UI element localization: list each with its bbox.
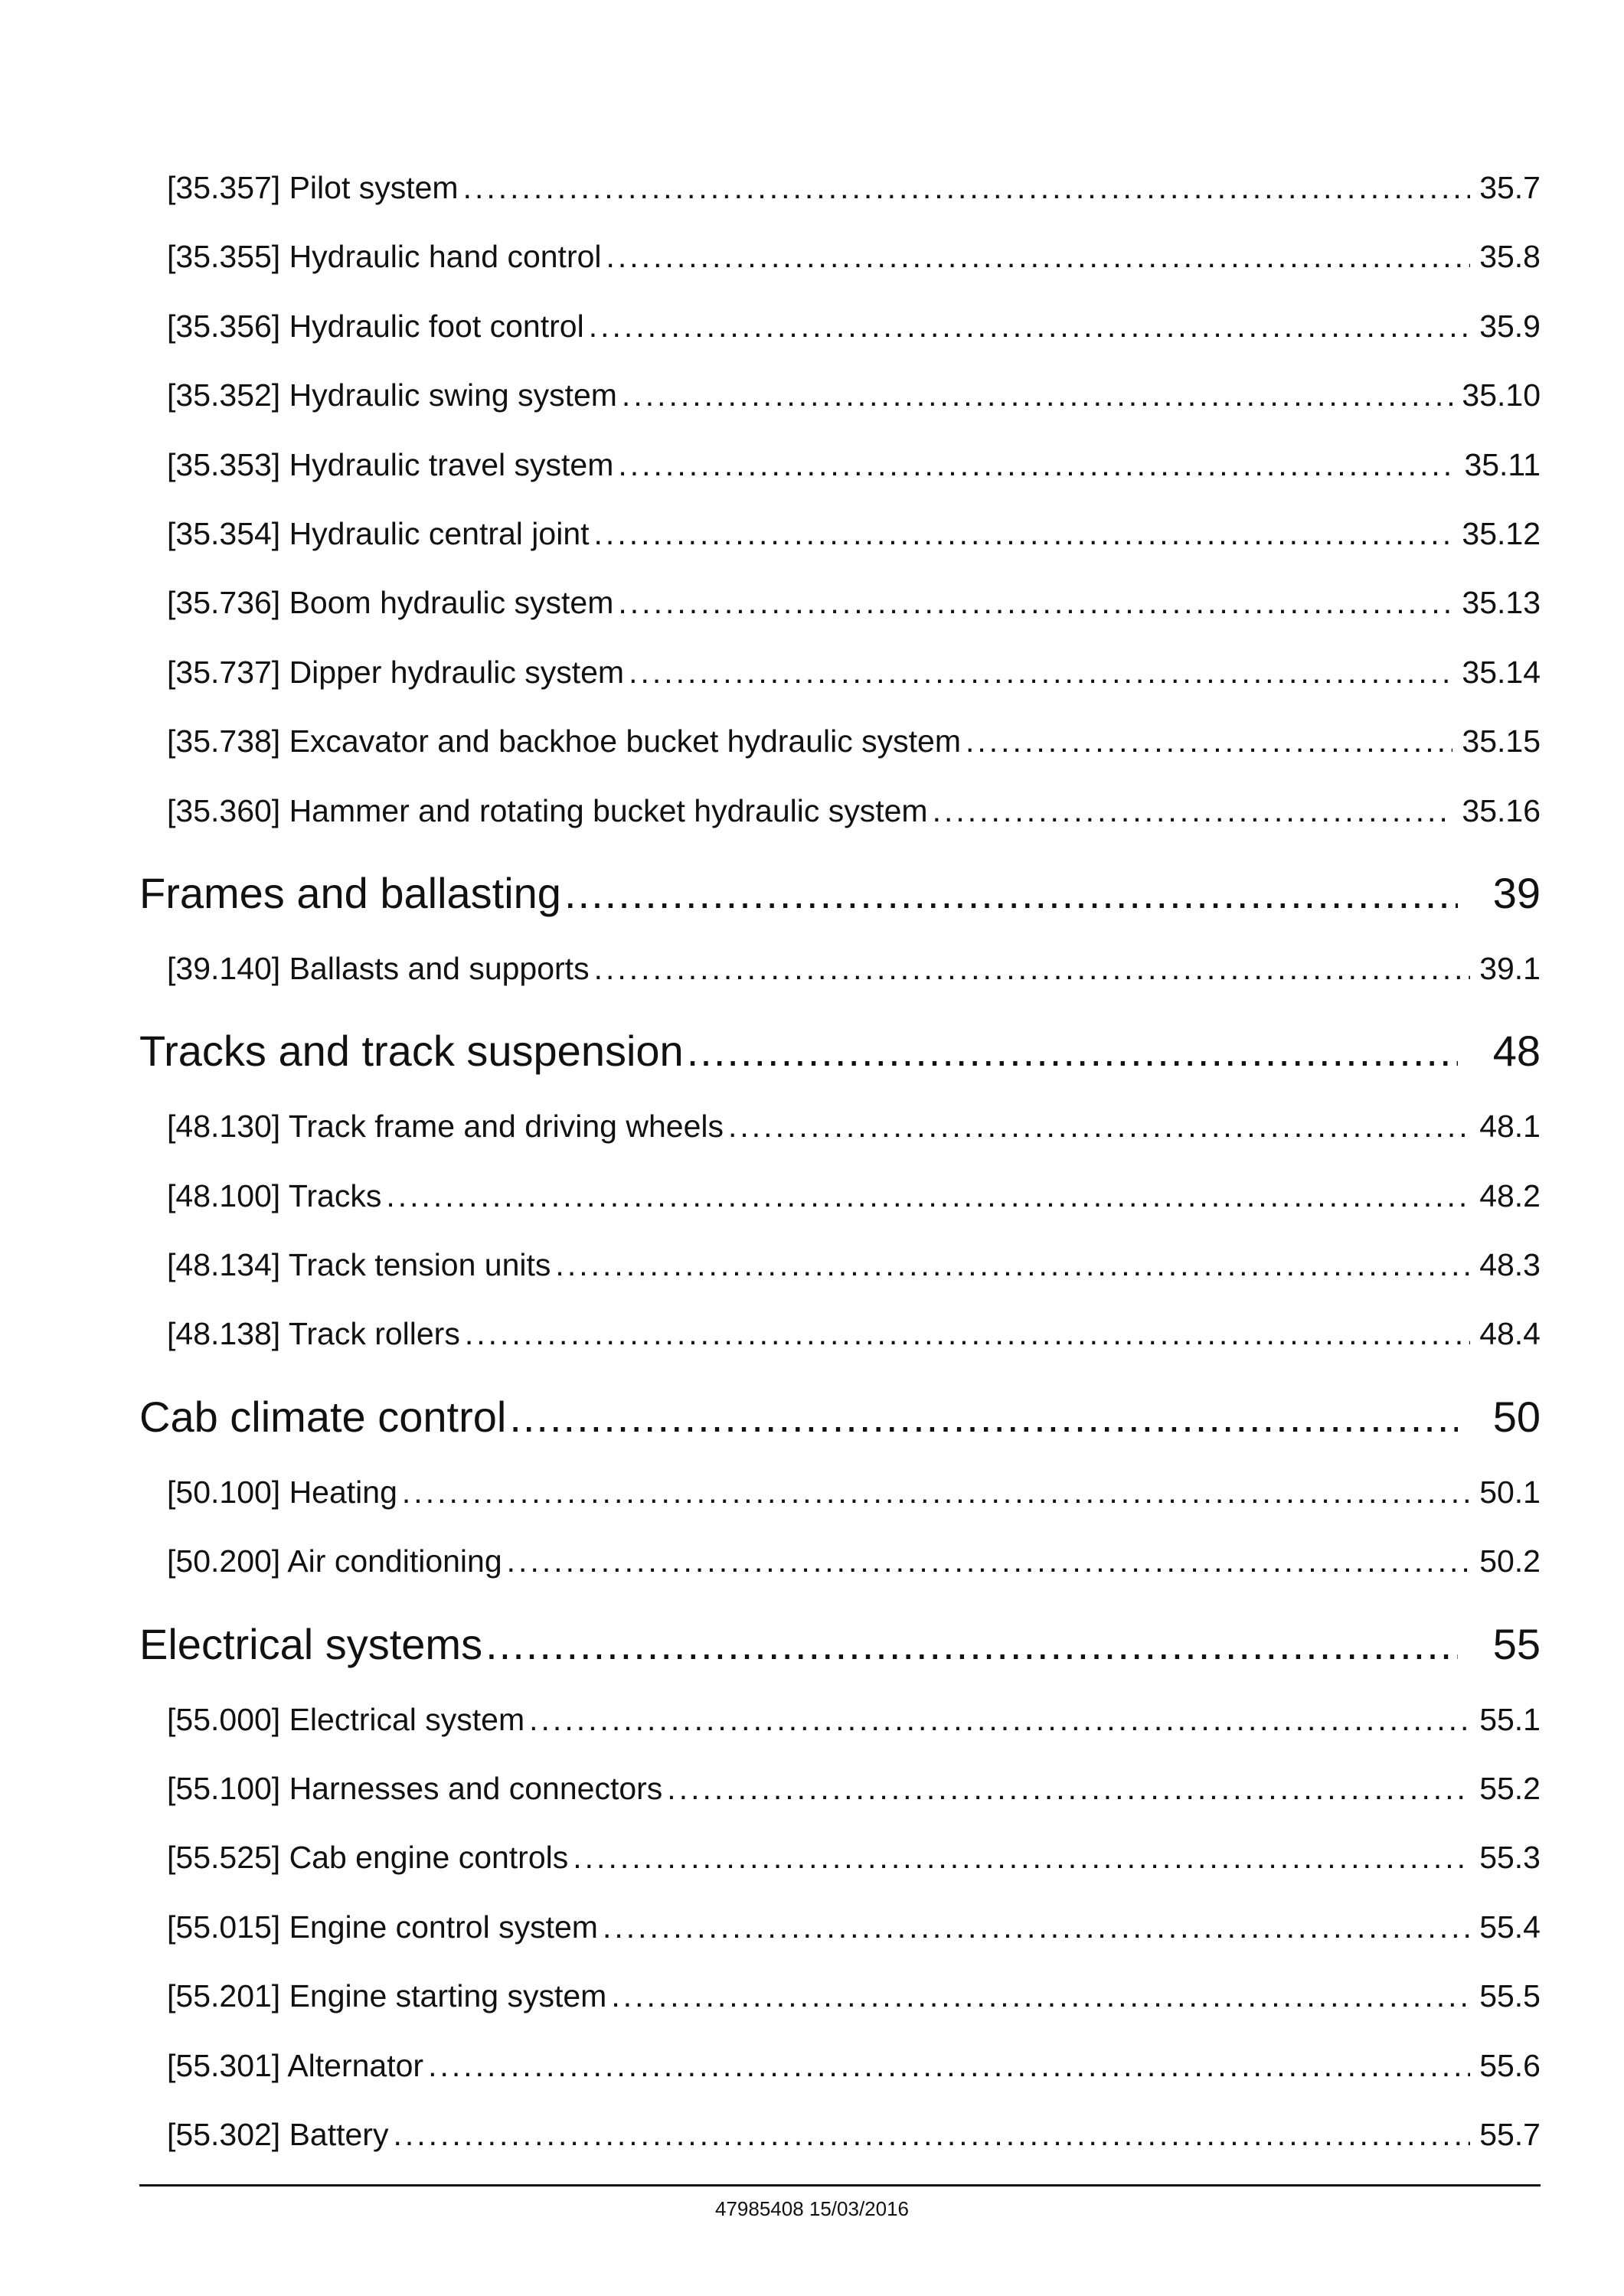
toc-subsection-entry[interactable] bbox=[139, 170, 1541, 239]
toc-entry-page-number: 50 bbox=[1492, 1392, 1541, 1441]
toc-entry-page-number: 35.10 bbox=[1462, 377, 1541, 413]
dot-leader bbox=[589, 309, 1470, 345]
dot-leader bbox=[465, 1316, 1470, 1352]
dot-leader bbox=[529, 1702, 1470, 1738]
toc-entry-page-number: 39 bbox=[1492, 868, 1541, 917]
toc-entry-page-number: 48.2 bbox=[1479, 1177, 1541, 1213]
toc-entry-page-number: 35.15 bbox=[1462, 723, 1541, 759]
dot-leader bbox=[687, 1026, 1458, 1076]
toc-subsection-entry[interactable] bbox=[139, 1909, 1541, 1978]
toc-subsection-entry[interactable] bbox=[139, 1840, 1541, 1909]
toc-entry-page-number: 55 bbox=[1492, 1619, 1541, 1668]
toc-subsection-entry[interactable] bbox=[139, 516, 1541, 585]
toc-entry-page-number: 35.11 bbox=[1464, 446, 1541, 482]
toc-entry-title: [48.134] Track tension units bbox=[167, 1247, 551, 1283]
toc-subsection-entry[interactable] bbox=[139, 723, 1541, 792]
toc-subsection-entry[interactable] bbox=[139, 1543, 1541, 1612]
toc-entry-page-number: 35.7 bbox=[1479, 170, 1541, 205]
toc-subsection-entry[interactable] bbox=[139, 1702, 1541, 1771]
toc-subsection-entry[interactable] bbox=[139, 655, 1541, 723]
toc-entry-title: [55.301] Alternator bbox=[167, 2047, 424, 2083]
toc-entry-page-number: 35.14 bbox=[1462, 654, 1541, 690]
toc-subsection-entry[interactable] bbox=[139, 585, 1541, 654]
toc-subsection-entry[interactable] bbox=[139, 2048, 1541, 2117]
toc-entry-title: [35.736] Boom hydraulic system bbox=[167, 585, 614, 621]
toc-entry-page-number: 48.1 bbox=[1479, 1109, 1541, 1145]
dot-leader bbox=[629, 655, 1452, 691]
dot-leader bbox=[606, 239, 1470, 275]
toc-entry-title: [48.100] Tracks bbox=[167, 1177, 382, 1213]
toc-subsection-entry[interactable] bbox=[139, 447, 1541, 516]
toc-subsection-entry[interactable] bbox=[139, 377, 1541, 446]
dot-leader bbox=[622, 377, 1452, 413]
dot-leader bbox=[667, 1771, 1470, 1807]
dot-leader bbox=[509, 1392, 1458, 1442]
toc-subsection-entry[interactable] bbox=[139, 239, 1541, 308]
dot-leader bbox=[611, 1978, 1470, 2014]
toc-subsection-entry[interactable] bbox=[139, 1178, 1541, 1247]
dot-leader bbox=[463, 170, 1470, 206]
toc-entry-title: [55.000] Electrical system bbox=[167, 1701, 525, 1737]
toc-entry-page-number: 55.4 bbox=[1479, 1909, 1541, 1945]
toc-section-entry[interactable] bbox=[139, 868, 1541, 951]
toc-entry-title: [50.200] Air conditioning bbox=[167, 1543, 502, 1579]
toc-entry-page-number: 35.9 bbox=[1479, 308, 1541, 344]
dot-leader bbox=[573, 1840, 1470, 1876]
dot-leader bbox=[386, 1178, 1470, 1214]
dot-leader bbox=[603, 1909, 1470, 1945]
toc-entry-title: [35.738] Excavator and backhoe bucket hydraulic system bbox=[167, 723, 961, 759]
toc-entry-title: [35.356] Hydraulic foot control bbox=[167, 308, 584, 344]
toc-entry-page-number: 50.1 bbox=[1479, 1474, 1541, 1510]
toc-entry-title: [35.360] Hammer and rotating bucket hydraulic system bbox=[167, 792, 928, 828]
dot-leader bbox=[594, 951, 1470, 987]
toc-entry-title: [48.130] Track frame and driving wheels bbox=[167, 1109, 724, 1145]
toc-entry-page-number: 35.13 bbox=[1462, 585, 1541, 621]
dot-leader bbox=[555, 1247, 1470, 1283]
toc-entry-title: Electrical systems bbox=[139, 1619, 483, 1668]
dot-leader bbox=[728, 1109, 1470, 1145]
toc-entry-title: Tracks and track suspension bbox=[139, 1027, 684, 1076]
dot-leader bbox=[618, 585, 1452, 621]
toc-subsection-entry[interactable] bbox=[139, 793, 1541, 862]
toc-entry-title: [39.140] Ballasts and supports bbox=[167, 950, 590, 986]
toc-entry-page-number: 55.2 bbox=[1479, 1771, 1541, 1807]
toc-entry-title: [55.302] Battery bbox=[167, 2116, 389, 2152]
toc-entry-title: [35.355] Hydraulic hand control bbox=[167, 239, 602, 275]
dot-leader bbox=[594, 516, 1453, 552]
toc-entry-page-number: 55.6 bbox=[1479, 2047, 1541, 2083]
toc-entry-title: [35.353] Hydraulic travel system bbox=[167, 446, 614, 482]
toc-entry-title: [55.015] Engine control system bbox=[167, 1909, 598, 1945]
toc-entry-page-number: 55.5 bbox=[1479, 1978, 1541, 2014]
toc-section-entry[interactable] bbox=[139, 1026, 1541, 1109]
toc-entry-title: Cab climate control bbox=[139, 1392, 507, 1441]
dot-leader bbox=[618, 447, 1455, 483]
toc-entry-page-number: 48 bbox=[1492, 1027, 1541, 1076]
toc-subsection-entry[interactable] bbox=[139, 1247, 1541, 1316]
dot-leader bbox=[966, 723, 1452, 759]
toc-entry-page-number: 50.2 bbox=[1479, 1543, 1541, 1579]
dot-leader bbox=[485, 1619, 1458, 1669]
toc-entry-title: [35.737] Dipper hydraulic system bbox=[167, 654, 625, 690]
toc-entry-title: [35.357] Pilot system bbox=[167, 170, 459, 205]
footer-divider bbox=[139, 2184, 1541, 2187]
toc-entry-page-number: 48.3 bbox=[1479, 1247, 1541, 1283]
dot-leader bbox=[402, 1475, 1470, 1511]
toc-subsection-entry[interactable] bbox=[139, 951, 1541, 1020]
toc-entry-title: [50.100] Heating bbox=[167, 1474, 397, 1510]
toc-entry-page-number: 39.1 bbox=[1479, 950, 1541, 986]
toc-entry-title: Frames and ballasting bbox=[139, 868, 561, 917]
toc-entry-title: [55.525] Cab engine controls bbox=[167, 1840, 569, 1876]
dot-leader bbox=[933, 793, 1453, 829]
toc-subsection-entry[interactable] bbox=[139, 1978, 1541, 2047]
footer-doc-id-date: 47985408 15/03/2016 bbox=[714, 2197, 910, 2220]
dot-leader bbox=[393, 2117, 1470, 2153]
toc-entry-title: [35.352] Hydraulic swing system bbox=[167, 377, 617, 413]
toc-entry-title: [48.138] Track rollers bbox=[167, 1316, 460, 1352]
toc-section-entry[interactable] bbox=[139, 1619, 1541, 1702]
toc-entry-page-number: 35.12 bbox=[1462, 515, 1541, 551]
toc-entry-title: [55.100] Harnesses and connectors bbox=[167, 1771, 663, 1807]
toc-entry-title: [55.201] Engine starting system bbox=[167, 1978, 607, 2014]
table-of-contents bbox=[139, 170, 1541, 2186]
toc-entry-page-number: 35.16 bbox=[1462, 792, 1541, 828]
toc-entry-page-number: 48.4 bbox=[1479, 1316, 1541, 1352]
toc-subsection-entry[interactable] bbox=[139, 1316, 1541, 1385]
toc-subsection-entry[interactable] bbox=[139, 2117, 1541, 2186]
toc-entry-page-number: 55.1 bbox=[1479, 1701, 1541, 1737]
dot-leader bbox=[564, 868, 1458, 918]
toc-entry-page-number: 55.3 bbox=[1479, 1840, 1541, 1876]
dot-leader bbox=[507, 1543, 1470, 1579]
toc-subsection-entry[interactable] bbox=[139, 1475, 1541, 1543]
toc-section-entry[interactable] bbox=[139, 1392, 1541, 1475]
toc-entry-page-number: 55.7 bbox=[1479, 2116, 1541, 2152]
toc-subsection-entry[interactable] bbox=[139, 1109, 1541, 1177]
dot-leader bbox=[428, 2048, 1470, 2084]
toc-entry-page-number: 35.8 bbox=[1479, 239, 1541, 275]
toc-subsection-entry[interactable] bbox=[139, 309, 1541, 377]
toc-entry-title: [35.354] Hydraulic central joint bbox=[167, 515, 590, 551]
toc-subsection-entry[interactable] bbox=[139, 1771, 1541, 1840]
